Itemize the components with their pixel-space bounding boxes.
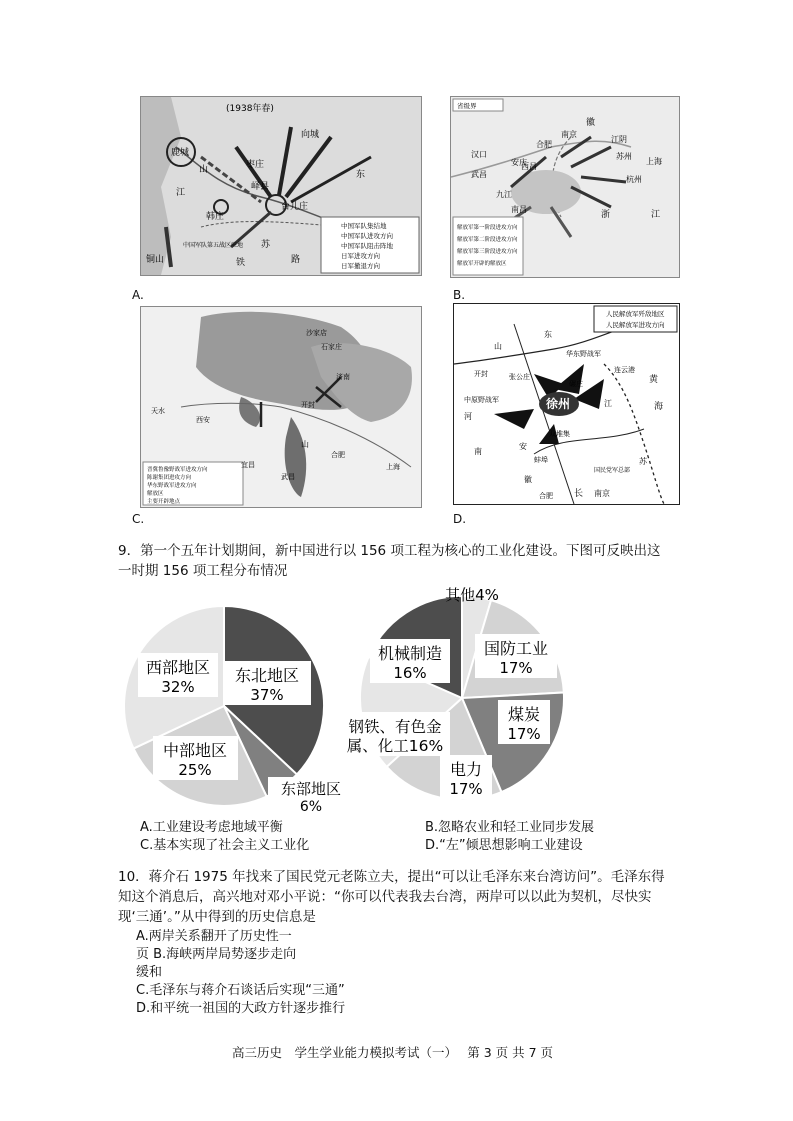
map-b-place: 江 <box>651 210 661 220</box>
pie-2-label-steel-1: 钢铁、有色金 <box>348 718 442 736</box>
map-b-place: 上海 <box>646 157 662 166</box>
map-d-place: 山 <box>494 342 502 351</box>
map-a-place: 韩庄 <box>206 212 225 222</box>
q10-option-b-cont: 缓和 <box>136 965 163 980</box>
map-d-place: 黄 <box>649 375 659 385</box>
q10-line-2: 知这个消息后，高兴地对邓小平说：“你可以代表我去台湾，两岸可以以此为契机，尽快实 <box>118 889 652 905</box>
map-a-place: 山 <box>199 165 209 175</box>
page-footer: 高三历史 学生学业能力模拟考试（一） 第 3 页 共 7 页 <box>232 1045 553 1060</box>
map-a-place: 铁 <box>236 258 246 268</box>
pie-1-label-w: 西部地区 <box>145 658 211 677</box>
map-b-legend: 解放军第一阶段进攻方向 <box>457 225 518 231</box>
q10-option-d[interactable]: D.和平统一祖国的大政方针逐步推行 <box>136 1001 346 1016</box>
map-a-place: 苏 <box>261 240 271 250</box>
map-d-place: 南京 <box>594 489 610 498</box>
map-b-place: 西昌 <box>521 162 537 171</box>
map-a-place: 向城 <box>301 130 320 140</box>
map-b-place: 苏州 <box>616 152 632 161</box>
map-a-legend: 中国军队进攻方向 <box>341 232 393 240</box>
pie-1-pct-c: 25% <box>178 761 212 779</box>
map-b-place: 浙 <box>601 210 611 220</box>
pie-2-pct-mach: 16% <box>393 664 427 682</box>
map-d-place: 江 <box>604 399 612 408</box>
map-d-place: 南 <box>474 447 482 456</box>
map-b-place: 安庆 <box>511 158 527 167</box>
map-a-legend-extra: 中国军队第五战区驻地 <box>183 242 244 249</box>
map-a-place: 铜山 <box>146 255 165 265</box>
map-a-place: 峄县 <box>251 182 270 192</box>
pie-2-pct-elec: 17% <box>449 780 483 798</box>
pie-1-label-e: 东部地区 <box>280 780 342 798</box>
map-c-place: 开封 <box>301 401 315 409</box>
map-c-place: 石家庄 <box>321 343 342 351</box>
pie-2-pct-coal: 17% <box>507 725 541 743</box>
map-a-year-label: (1938年春) <box>226 104 274 114</box>
map-a-legend: 中国军队阻击阵地 <box>341 242 393 250</box>
map-d-place: 苏 <box>639 457 647 466</box>
map-b <box>450 96 680 278</box>
q9-line-2: 一时期 156 项工程分布情况 <box>118 563 288 579</box>
map-c-legend: 晋冀鲁豫野战军进攻方向 <box>147 467 208 473</box>
map-a <box>140 96 422 276</box>
map-d-place: 张公庄 <box>509 373 530 381</box>
map-c-option-label: C. <box>132 512 145 526</box>
map-b-legend: 解放军开辟的解放区 <box>457 261 507 267</box>
q9-line-1: 9．第一个五年计划期间，新中国进行以 156 项工程为核心的工业化建设。下图可反映出这 <box>118 543 661 559</box>
map-b-place: 九江 <box>496 190 512 199</box>
map-a-place: 鹿城 <box>171 148 190 158</box>
map-b-place: 南京 <box>561 130 577 139</box>
q10-option-c[interactable]: C.毛泽东与蒋介石谈话后实现“三通” <box>136 983 345 998</box>
pie-1-label-ne: 东北地区 <box>234 666 300 685</box>
map-a-place: 路 <box>291 255 301 265</box>
map-c <box>140 306 422 508</box>
map-c-legend: 陈谢集团进攻方向 <box>147 475 192 481</box>
pie-2-label-other: 其他4% <box>445 586 499 604</box>
pie-chart-regions <box>118 600 358 815</box>
pie-1-pct-ne: 37% <box>250 686 284 704</box>
map-b-place: 江阴 <box>611 135 627 144</box>
map-d-place: 碾庄 <box>569 380 583 388</box>
map-d-place: 蚌埠 <box>534 456 548 464</box>
map-c-place: 武昌 <box>281 473 295 481</box>
q9-option-d[interactable]: D.“左”倾思想影响工业建设 <box>425 838 583 853</box>
map-d-place: 双堆集 <box>549 430 570 438</box>
map-c-place: 天水 <box>151 407 165 415</box>
map-c-legend: 主要开辟地点 <box>147 499 181 505</box>
map-c-place: 沙家店 <box>306 329 327 337</box>
map-c-legend: 解放区 <box>147 491 164 497</box>
map-d-place: 长 <box>574 489 584 499</box>
pie-chart-industries <box>335 582 605 804</box>
map-b-legend: 解放军第三阶段进攻方向 <box>457 249 518 255</box>
map-b-place: 徽 <box>586 118 596 128</box>
map-d-place: 徽 <box>524 475 532 484</box>
map-d-place: 合肥 <box>539 492 553 500</box>
map-d <box>453 303 680 505</box>
map-d-place: 开封 <box>474 370 488 378</box>
map-a-legend: 中国军队集结地 <box>341 222 387 230</box>
q10-option-a[interactable]: A.两岸关系翻开了历史性一 <box>136 929 292 944</box>
q9-option-b[interactable]: B.忽略农业和轻工业同步发展 <box>425 820 595 835</box>
map-c-drawing <box>141 307 421 507</box>
map-b-place: 杭州 <box>626 175 642 184</box>
map-a-option-label: A. <box>132 288 144 302</box>
map-d-place: 安 <box>519 442 527 451</box>
map-c-place: 济南 <box>336 373 350 381</box>
pie-1-pct-e: 6% <box>299 799 323 815</box>
map-a-place: 江 <box>176 188 186 198</box>
pie-1-label-c: 中部地区 <box>162 741 228 760</box>
map-a-legend: 日军进攻方向 <box>341 252 380 260</box>
map-d-place: 连云港 <box>614 366 635 374</box>
map-b-place: 合肥 <box>536 140 552 149</box>
q9-option-a[interactable]: A.工业建设考虑地域平衡 <box>140 820 283 835</box>
q10-line-1: 10．蒋介石 1975 年找来了国民党元老陈立夫，提出“可以让毛泽东来台湾访问”。毛泽东得 <box>118 869 665 885</box>
map-d-legend: 人民解放军进攻方向 <box>606 321 665 329</box>
map-b-legend-top: 省级界 <box>457 102 477 110</box>
map-a-place: 东 <box>356 170 366 180</box>
map-b-place: 南昌 <box>511 205 527 214</box>
pie-2-label-coal: 煤炭 <box>507 705 541 724</box>
map-b-legend: 解放军第二阶段进攻方向 <box>457 237 518 243</box>
map-d-legend: 人民解放军歼敌地区 <box>606 310 665 318</box>
q9-option-c[interactable]: C.基本实现了社会主义工业化 <box>140 838 310 853</box>
map-d-place: 海 <box>654 402 664 412</box>
map-d-drawing <box>454 304 679 504</box>
map-d-place: 河 <box>464 412 472 421</box>
map-a-place: 台儿庄 <box>281 202 309 212</box>
q10-option-b[interactable]: 页 B.海峡两岸局势逐步走向 <box>136 947 297 962</box>
map-c-place: 上海 <box>386 463 400 471</box>
map-d-option-label: D. <box>453 512 467 526</box>
map-c-place: 山 <box>301 440 309 449</box>
map-d-place: 华东野战军 <box>566 350 601 358</box>
q10-line-3: 现‘三通’。”从中得到的历史信息是 <box>118 909 316 925</box>
pie-1-pct-w: 32% <box>161 678 195 696</box>
pie-2-label-mach: 机械制造 <box>377 644 443 663</box>
map-a-legend: 日军撤退方向 <box>341 262 380 270</box>
map-c-place: 西安 <box>196 416 210 424</box>
map-d-place: 国民党军总部 <box>594 467 631 474</box>
map-b-place: 武昌 <box>471 170 487 179</box>
map-c-place: 宜昌 <box>241 461 255 469</box>
pie-2-label-elec: 电力 <box>449 760 483 779</box>
pie-2-label-steel-2: 属、化工16% <box>346 737 444 755</box>
map-b-drawing <box>451 97 679 277</box>
pie-2-label-def: 国防工业 <box>483 639 549 658</box>
map-c-place: 合肥 <box>331 451 345 459</box>
map-a-place: 枣庄 <box>246 160 265 170</box>
map-d-place: 东 <box>544 330 552 339</box>
map-d-place: 中原野战军 <box>464 396 499 404</box>
map-b-option-label: B. <box>453 288 466 302</box>
map-b-place: 汉口 <box>471 150 487 159</box>
map-d-place: 徐州 <box>546 397 571 411</box>
map-c-legend: 华东野战军进攻方向 <box>147 483 197 489</box>
pie-2-pct-def: 17% <box>499 659 533 677</box>
map-a-drawing <box>141 97 421 275</box>
